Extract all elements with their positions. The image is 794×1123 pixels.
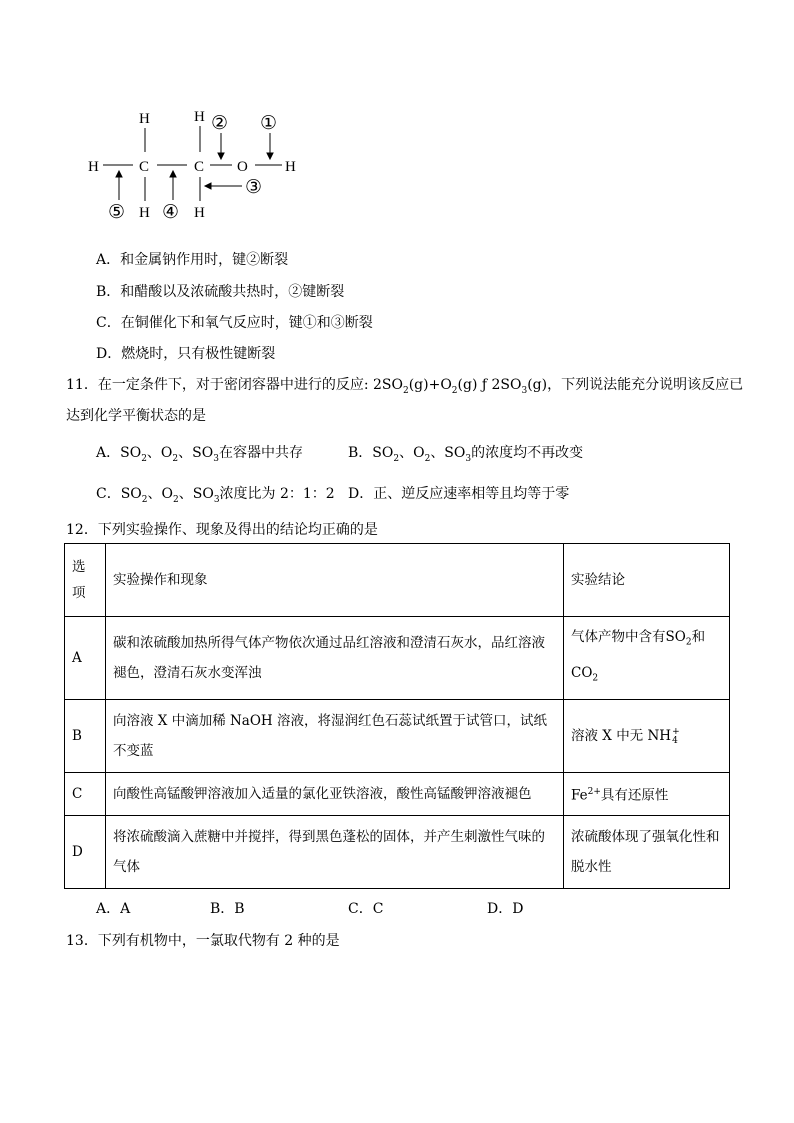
row-label: B [65, 700, 106, 773]
row-operation: 将浓硫酸滴入蔗糖中并搅拌，得到黑色蓬松的固体，并产生刺激性气味的气体 [106, 815, 564, 888]
bond-label-4: ④ [162, 202, 180, 223]
q13-stem: 13．下列有机物中，一氯取代物有 2 种的是 [66, 933, 340, 949]
row-conclusion: 气体产物中含有$SO_2$和 $CO_2$ [564, 617, 730, 700]
row-operation: 向酸性高锰酸钾溶液加入适量的氯化亚铁溶液，酸性高锰酸钾溶液褪色 [106, 773, 564, 816]
table-row [65, 617, 730, 700]
q10-option-b[interactable]: B．和醋酸以及浓硫酸共热时，②键断裂 [96, 284, 345, 300]
q11-option-d[interactable]: D．正、逆反应速率相等且均等于零 [348, 486, 570, 502]
q11-option-c[interactable]: C．$SO_2$、$O_2$、$SO_3$浓度比为 2：1：2 [96, 486, 335, 505]
row-label: A [65, 617, 106, 700]
q11-stem-line2: 达到化学平衡状态的是 [66, 408, 206, 424]
atom-c1: C [139, 159, 150, 175]
atom-h-c1-top: H [139, 111, 150, 127]
row-conclusion: 溶液 X 中无 NH+ 4 [564, 700, 730, 773]
q10-option-a[interactable]: A．和金属钠作用时，键②断裂 [96, 252, 289, 268]
atom-h-c2-top: H [194, 109, 205, 125]
row-label: D [65, 815, 106, 888]
row-conclusion: 浓硫酸体现了强氧化性和脱水性 [564, 815, 730, 888]
q12-experiment-table [64, 543, 730, 889]
header-operation: 实验操作和现象 [106, 544, 564, 617]
q10-option-c[interactable]: C．在铜催化下和氧气反应时，键①和③断裂 [96, 315, 373, 331]
ethanol-bond-diagram [70, 100, 330, 230]
header-conclusion: 实验结论 [564, 544, 730, 617]
table-header-row [65, 544, 730, 617]
q11-option-b[interactable]: B．$SO_2$、$O_2$、$SO_3$的浓度均不再改变 [348, 445, 584, 464]
q12-option-c[interactable]: C．C [348, 901, 384, 917]
row-conclusion: $Fe^{2+}$具有还原性 [564, 773, 730, 816]
bond-label-1: ① [260, 113, 278, 134]
q12-option-a[interactable]: A．A [96, 901, 131, 917]
q10-option-d[interactable]: D．燃烧时，只有极性键断裂 [96, 346, 276, 362]
q11-stem: 11．在一定条件下，对于密闭容器中进行的反应: $2SO_2(g)+O_2(g)$ ƒ $2SO_3(g)$，下列说法能充分说明该反应已 [66, 377, 744, 396]
q12-option-b[interactable]: B．B [210, 901, 245, 917]
atom-c2: C [194, 159, 205, 175]
row-operation: 碳和浓硫酸加热所得气体产物依次通过品红溶液和澄清石灰水，品红溶液褪色，澄清石灰水变浑浊 [106, 617, 564, 700]
bond-label-3: ③ [245, 177, 263, 198]
table-row [65, 773, 730, 816]
bond-label-5: ⑤ [108, 202, 126, 223]
row-label: C [65, 773, 106, 816]
q12-stem: 12．下列实验操作、现象及得出的结论均正确的是 [66, 522, 378, 538]
atom-h-right: H [285, 159, 296, 175]
q12-option-d[interactable]: D．D [487, 901, 524, 917]
bond-label-2: ② [211, 113, 229, 134]
atom-h-c1-bottom: H [139, 205, 150, 221]
table-row [65, 815, 730, 888]
atom-h-c2-bottom: H [194, 205, 205, 221]
table-row [65, 700, 730, 773]
header-option: 选 项 [65, 544, 106, 617]
q11-option-a[interactable]: A．$SO_2$、$O_2$、$SO_3$在容器中共存 [96, 445, 303, 464]
atom-h-left: H [88, 159, 99, 175]
row-operation: 向溶液 X 中滴加稀 NaOH 溶液，将湿润红色石蕊试纸置于试管口，试纸不变蓝 [106, 700, 564, 773]
atom-o: O [237, 159, 248, 175]
